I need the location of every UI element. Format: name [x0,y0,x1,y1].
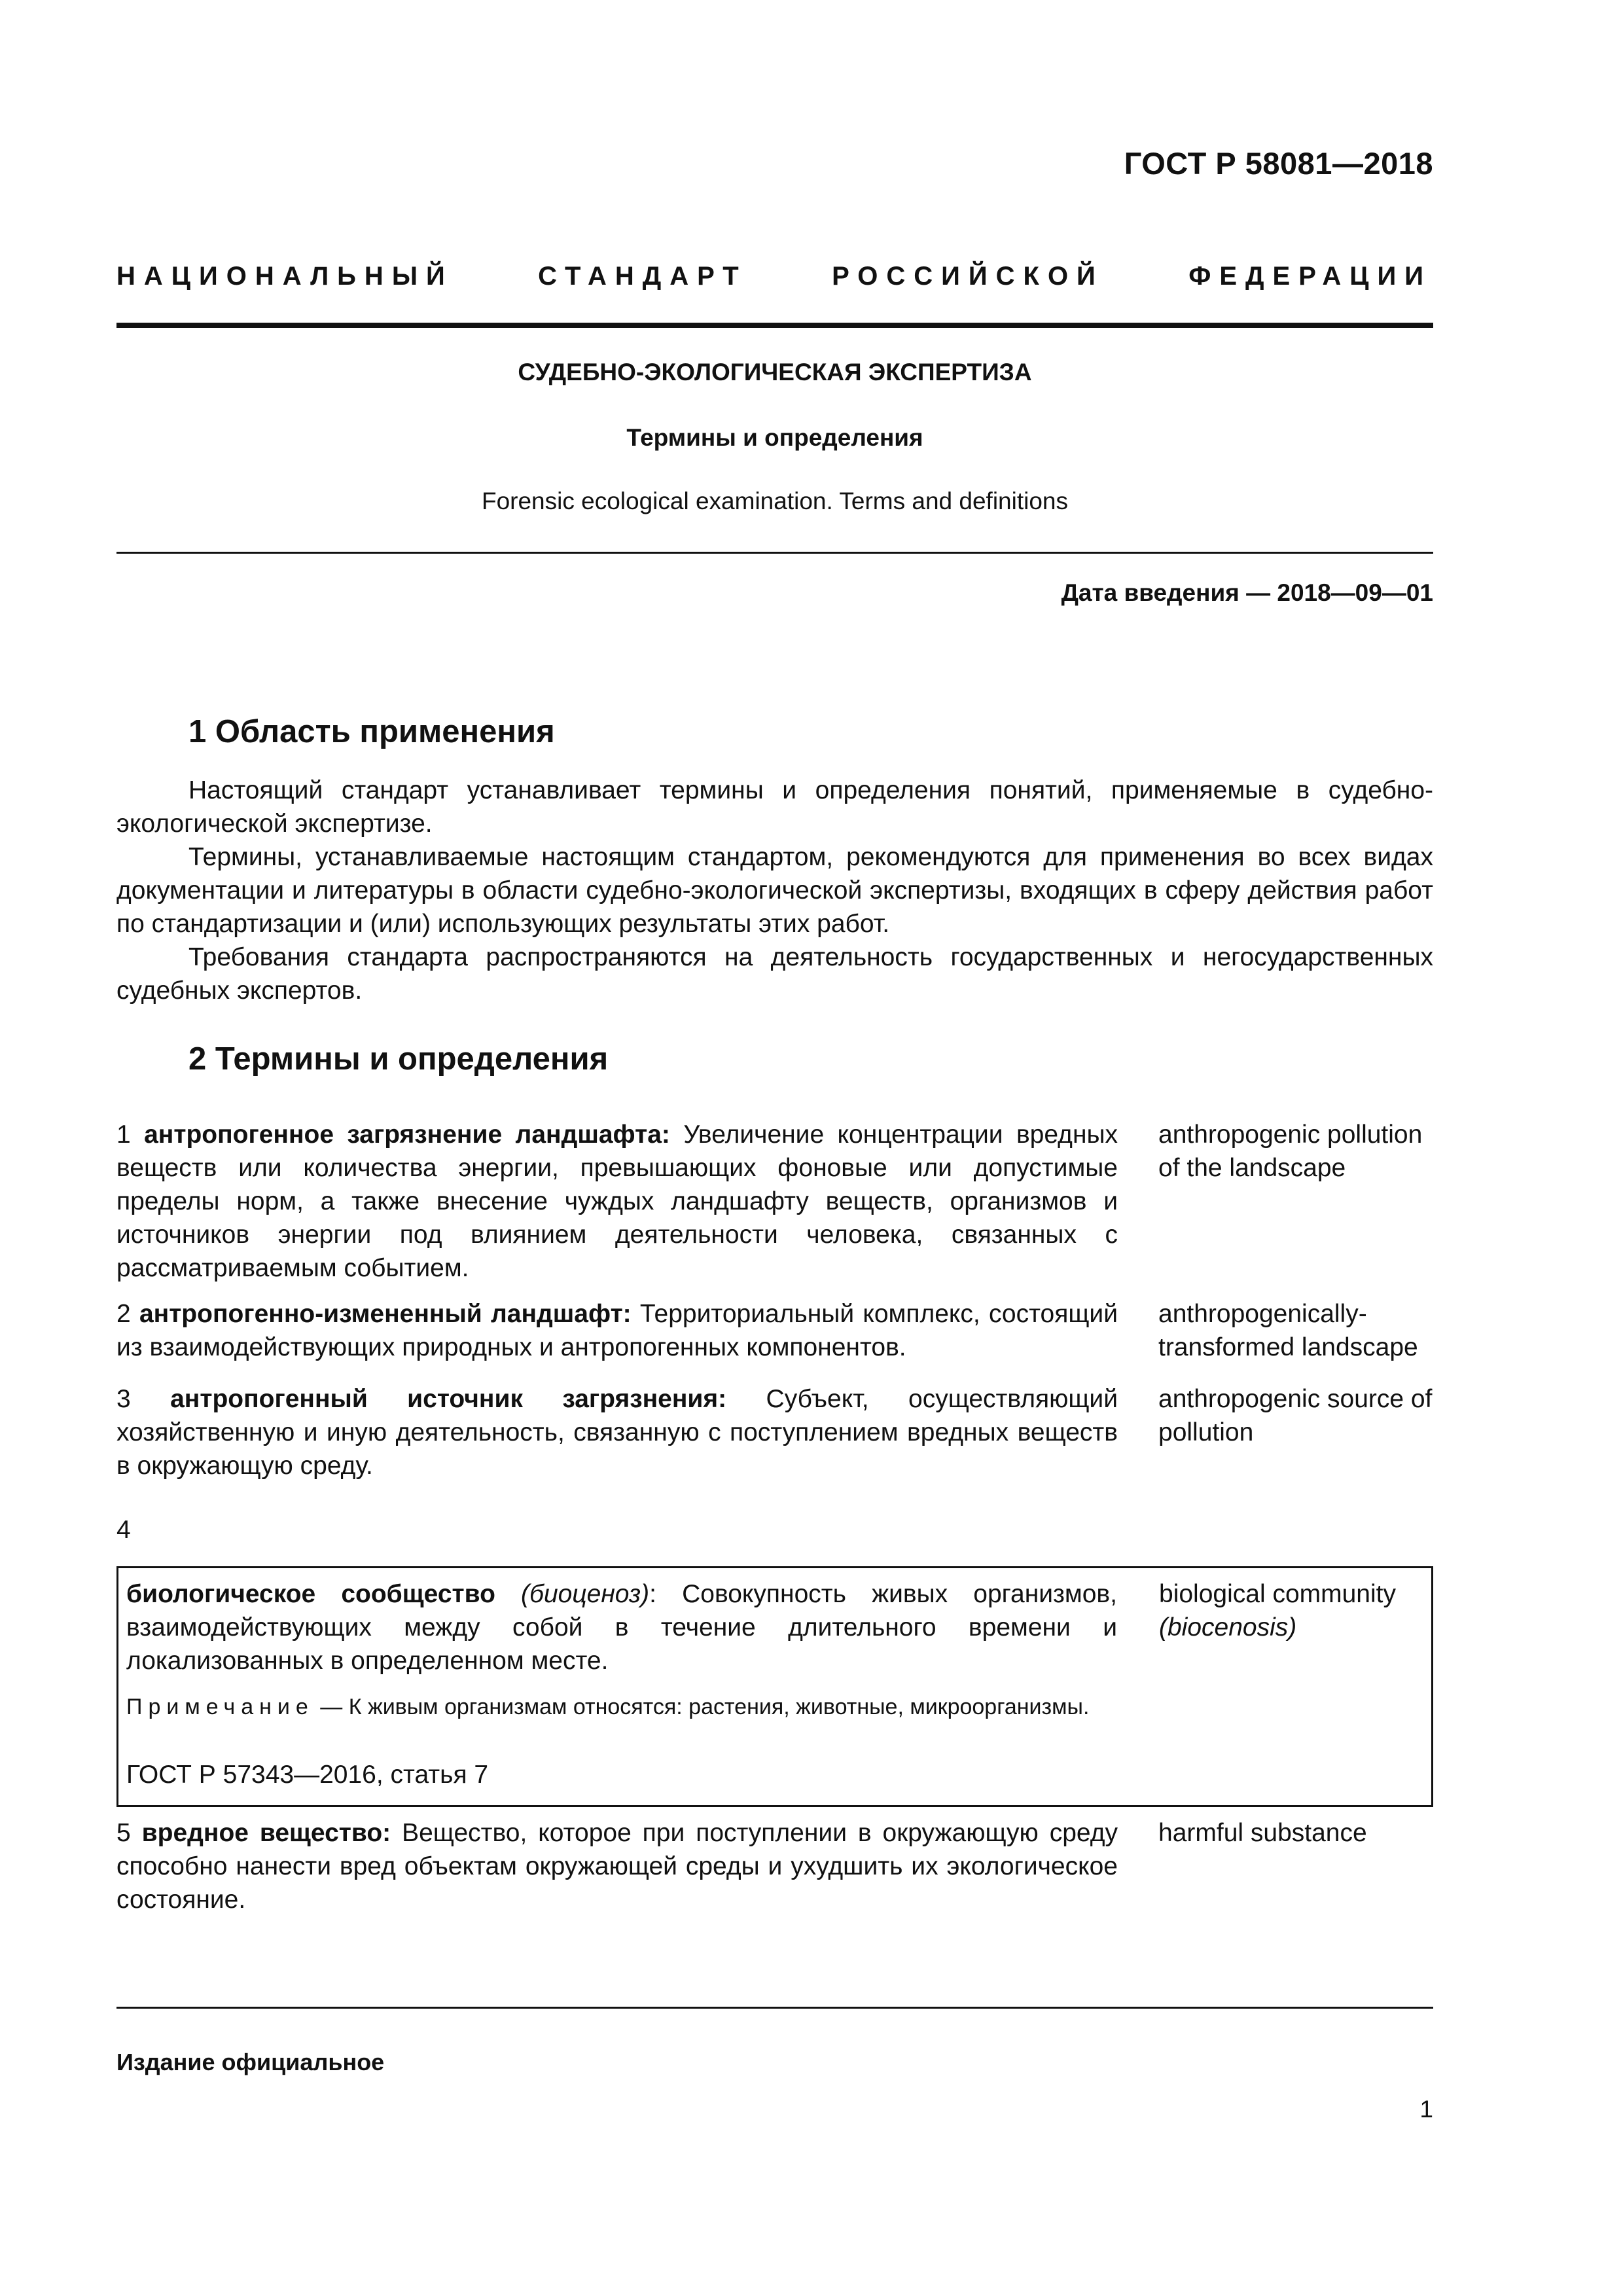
page-number: 1 [1419,2096,1433,2123]
term-definition: Вещество, которое при поступлении в окружающую среду способно нанести вред объектам окружающей среды и ухудшить их экологическое состояние. [116,1819,1118,1914]
national-standard-heading: НАЦИОНАЛЬНЫЙ СТАНДАРТ РОССИЙСКОЙ ФЕДЕРАЦИИ [116,262,1432,291]
term-5-english: harmful substance [1158,1819,1367,1847]
document-title: СУДЕБНО-ЭКОЛОГИЧЕСКАЯ ЭКСПЕРТИЗА [518,359,1032,386]
term-synonym: (биоценоз) [521,1580,650,1608]
note-text: — К живым организмам относятся: растения, животные, микроорганизмы. [320,1695,1090,1719]
term-5 [116,1816,1118,1916]
document-code: ГОСТ Р 58081—2018 [1124,146,1433,181]
term-name: антропогенное загрязнение ландшафта: [144,1121,670,1149]
term-english-name: biological community [1159,1580,1396,1608]
term-english-synonym: (biocenosis) [1159,1613,1297,1641]
term-4-note [126,1693,1117,1722]
term-4-english [1159,1577,1427,1644]
footer-divider [116,2007,1433,2009]
term-definition: : Совокупность живых организмов, взаимодействующих между собой в течение длительного времени и локализованных в определенном месте. [126,1580,1117,1675]
document-title-english: Forensic ecological examination. Terms and definitions [481,488,1068,514]
introduction-date: Дата введения — 2018—09—01 [1061,579,1433,606]
section-1-title: 1 Область применения [188,714,555,749]
term-4-box [116,1566,1433,1807]
term-name: вредное вещество: [141,1819,391,1847]
term-3-english: anthropogenic source of pollution [1158,1385,1433,1446]
scope-paragraph: Термины, устанавливаемые настоящим стандартом, рекомендуются для применения во всех видах документации и литературы в области судебно-экологической экспертизы, входящих в сферу действия работ по стандартизации и (или) использующих результаты этих работ. [116,843,1433,938]
edition-label: Издание официальное [116,2049,385,2075]
term-3 [116,1382,1118,1482]
term-2-english: anthropogenically-transformed landscape [1158,1300,1418,1361]
term-name: антропогенно-измененный ландшафт: [139,1300,632,1328]
term-definition: Территориальный комплекс, состоящий из взаимодействующих природных и антропогенных компонентов. [116,1300,1118,1361]
note-label: Примечание [126,1695,314,1719]
term-number: 2 [116,1300,131,1328]
term-4 [126,1577,1117,1677]
term-number: 5 [116,1819,131,1847]
term-definition: Увеличение концентрации вредных веществ или количества энергии, превышающих фоновые или допустимые пределы норм, а также внесение чуждых ландшафту веществ, организмов и источников энергии под влиянием деятельности человека, связанных с рассматриваемым событием. [116,1121,1118,1282]
scope-paragraph: Настоящий стандарт устанавливает термины и определения понятий, применяемые в судебно-экологической экспертизе. [116,776,1433,838]
term-name: антропогенный источник загрязнения: [170,1385,727,1413]
term-number: 1 [116,1121,131,1149]
term-4-source: ГОСТ Р 57343—2016, статья 7 [126,1761,489,1789]
term-definition: Субъект, осуществляющий хозяйственную и иную деятельность, связанную с поступлением вредных веществ в окружающую среду. [116,1385,1118,1480]
section-2-title: 2 Термины и определения [188,1041,609,1077]
document-subtitle: Термины и определения [626,424,923,451]
term-4-number: 4 [116,1516,131,1544]
term-number: 3 [116,1385,131,1413]
title-divider [116,552,1433,554]
scope-paragraph: Требования стандарта распространяются на деятельность государственных и негосударственных судебных экспертов. [116,943,1433,1005]
term-2 [116,1297,1118,1364]
term-name: биологическое сообщество [126,1580,495,1608]
header-divider [116,323,1433,328]
term-1-english: anthropogenic pollution of the landscape [1158,1121,1423,1182]
section-1-body [116,774,1433,1007]
term-1 [116,1118,1118,1285]
